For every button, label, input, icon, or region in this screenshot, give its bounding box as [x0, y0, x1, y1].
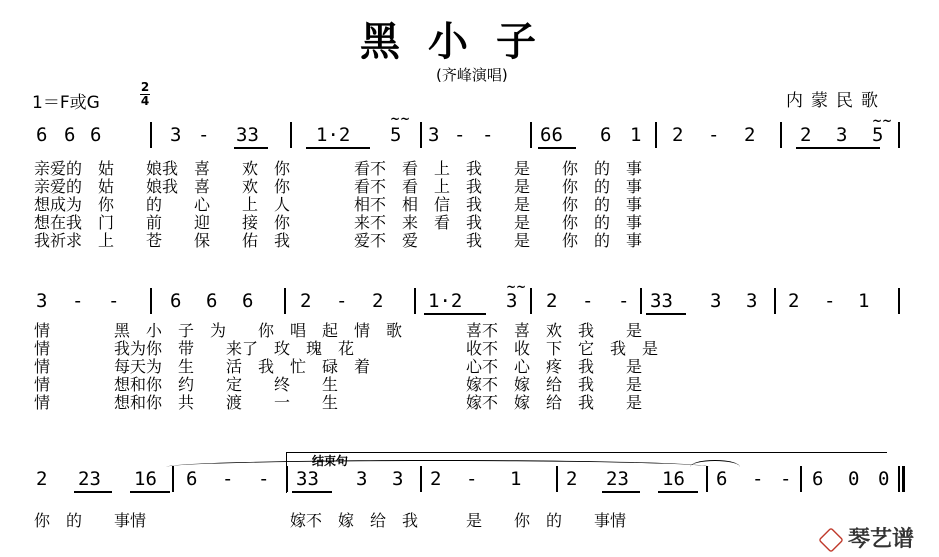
note: - [454, 124, 466, 146]
note: 16 [134, 468, 157, 490]
beam-underline [74, 491, 112, 493]
lyric-verse-2: 情 我为你 带 来了 玫 瑰 花 收不 收 下 它 我 是 [34, 339, 659, 358]
note: 6 [64, 124, 76, 146]
note: 3 [428, 124, 440, 146]
note: 66 [540, 124, 563, 146]
song-title: 黑小子 [360, 18, 564, 65]
note: 2 [744, 124, 756, 146]
lyric-verse-3: 想成为 你 的 心 上 人 相不 相 信 我 是 你 的 事 [34, 195, 643, 214]
note: 3 [836, 124, 848, 146]
note: 1 [630, 124, 642, 146]
note: 6 [90, 124, 102, 146]
bar-line [420, 122, 422, 148]
lyric-verse-4: 想在我 门 前 迎 接 你 来不 来 看 我 是 你 的 事 [34, 213, 643, 232]
note: 6 [812, 468, 824, 490]
note: 3 [170, 124, 182, 146]
lyric-verse-2: 亲爱的 姑 娘我 喜 欢 你 看不 看 上 我 是 你 的 事 [34, 177, 643, 196]
note: 1·2 [428, 290, 463, 312]
note: 6 [242, 290, 254, 312]
bar-line [284, 288, 286, 314]
lyric-verse-1: 你 的 事情 嫁不 嫁 给 我 是 你 的 事情 [34, 511, 627, 530]
lyric-verse-5: 我祈求 上 苍 保 佑 我 爱不 爱 我 是 你 的 事 [34, 231, 643, 250]
note: - [708, 124, 720, 146]
meter-bottom: 4 [140, 94, 150, 108]
bar-line [780, 122, 782, 148]
bar-line [774, 288, 776, 314]
note: - [108, 290, 120, 312]
note: 1 [510, 468, 522, 490]
note: 5 [872, 124, 884, 146]
key-signature: 1＝F或G [32, 93, 100, 113]
trill-mark: ~~ [506, 280, 527, 294]
beam-underline [130, 491, 170, 493]
note: 16 [662, 468, 685, 490]
note: 5 [390, 124, 402, 146]
final-bar-line [902, 466, 905, 492]
lyric-verse-5: 情 想和你 共 渡 一 生 嫁不 嫁 给 我 是 [34, 393, 643, 412]
bar-line [898, 466, 900, 492]
note: 23 [606, 468, 629, 490]
watermark-text: 琴艺谱 [848, 527, 915, 552]
bar-line [150, 288, 152, 314]
note: 3 [36, 290, 48, 312]
note: 2 [36, 468, 48, 490]
beam-underline [796, 147, 880, 149]
note: 6 [716, 468, 728, 490]
lyric-verse-3: 情 每天为 生 活 我 忙 碌 着 心不 心 疼 我 是 [34, 357, 643, 376]
bar-line [290, 122, 292, 148]
note: 3 [356, 468, 368, 490]
note: 6 [206, 290, 218, 312]
note: 2 [430, 468, 442, 490]
note: 2 [672, 124, 684, 146]
note: 3 [710, 290, 722, 312]
note: 3 [506, 290, 518, 312]
note: 2 [800, 124, 812, 146]
lyric-verse-1: 亲爱的 姑 娘我 喜 欢 你 看不 看 上 我 是 你 的 事 [34, 159, 643, 178]
bar-line [898, 122, 900, 148]
note: 23 [78, 468, 101, 490]
note: 2 [300, 290, 312, 312]
bar-line [150, 122, 152, 148]
note: 0 [848, 468, 860, 490]
note: 2 [788, 290, 800, 312]
note: - [824, 290, 836, 312]
bar-line [530, 288, 532, 314]
trill-mark: ~~ [390, 112, 411, 126]
note: - [258, 468, 270, 490]
beam-underline [646, 313, 686, 315]
note: - [198, 124, 210, 146]
note: - [466, 468, 478, 490]
note: 2 [372, 290, 384, 312]
note: 1 [858, 290, 870, 312]
song-origin: 内蒙民歌 [786, 91, 886, 111]
note: 2 [546, 290, 558, 312]
note: 3 [392, 468, 404, 490]
beam-underline [424, 313, 486, 315]
logo-icon [818, 527, 844, 553]
beam-underline [306, 147, 370, 149]
note: 6 [186, 468, 198, 490]
bar-line [898, 288, 900, 314]
bar-line [414, 288, 416, 314]
watermark-logo [818, 522, 914, 553]
note: - [482, 124, 494, 146]
trill-mark: ~~ [872, 114, 893, 128]
bar-line [640, 288, 642, 314]
note: - [582, 290, 594, 312]
bar-line [655, 122, 657, 148]
ending-bracket [286, 452, 890, 493]
performer-note: (齐峰演唱) [436, 66, 508, 84]
note: 3 [746, 290, 758, 312]
lyric-verse-4: 情 想和你 约 定 终 生 嫁不 嫁 给 我 是 [34, 375, 643, 394]
bar-line [530, 122, 532, 148]
note: - [618, 290, 630, 312]
note: 1·2 [316, 124, 351, 146]
note: 0 [878, 468, 890, 490]
ending-label: 结束句 [312, 454, 349, 468]
note: 33 [296, 468, 319, 490]
time-signature [140, 82, 150, 107]
bar-line [172, 466, 174, 492]
note: 33 [650, 290, 673, 312]
note: - [222, 468, 234, 490]
note: 6 [170, 290, 182, 312]
note: 6 [600, 124, 612, 146]
note: 2 [566, 468, 578, 490]
note: 6 [36, 124, 48, 146]
meter-top: 2 [140, 80, 150, 94]
note: - [780, 468, 792, 490]
note: - [336, 290, 348, 312]
lyric-verse-1: 情 黑 小 子 为 你 唱 起 情 歌 喜不 喜 欢 我 是 [34, 321, 643, 340]
beam-underline [234, 147, 268, 149]
note: - [72, 290, 84, 312]
beam-underline [538, 147, 576, 149]
note: 33 [236, 124, 259, 146]
note: - [752, 468, 764, 490]
